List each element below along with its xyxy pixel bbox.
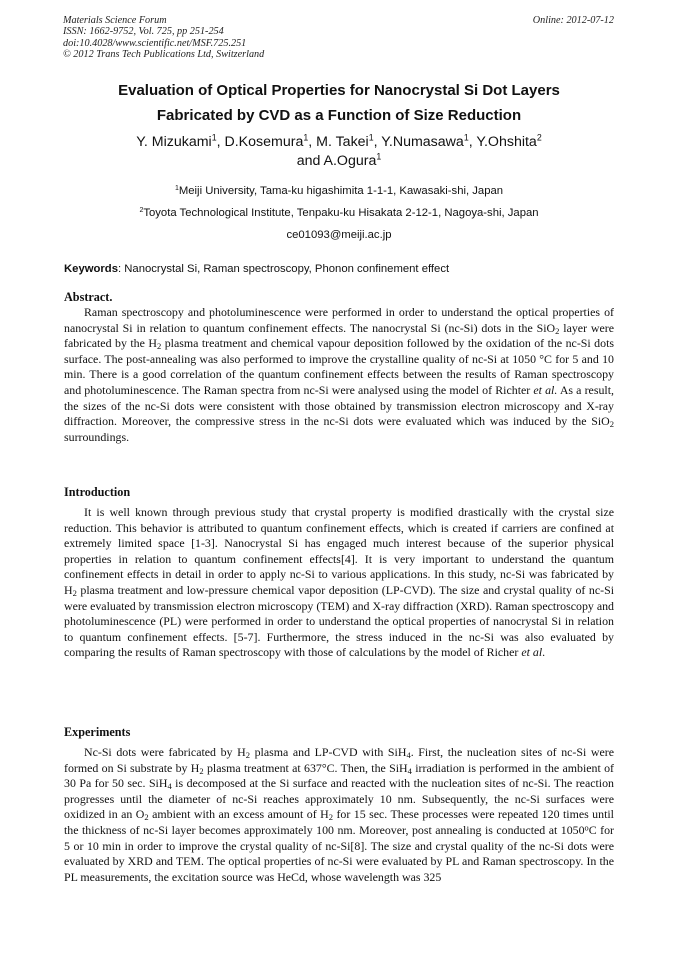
journal-header	[63, 15, 264, 61]
online-date: Online: 2012-07-12	[532, 15, 614, 26]
text-run: is decomposed at the Si surface and reacted with the nucleation sites of nc-Si. The reaction progresses until the diameter of nc-Si reaches approximately 10 nm. Subsequently, the nc-Si surfaces were oxidized in an O	[64, 776, 615, 822]
paper-title	[60, 78, 618, 128]
text-run: plasma treatment at 637°C. Then, the SiH	[203, 760, 408, 775]
text-run: C for 5 or 10 min in order to improve the crystal quality of nc-Si[8]. The size and crystal quality of the nc-Si dots were evaluated by XRD and TEM. The optical properties of nc-Si were evaluated by PL and Raman spectroscopy. In the PL measurements, the excitation source was HeCd, whose wavelength was 325	[64, 822, 614, 884]
copyright: © 2012 Trans Tech Publications Ltd, Switzerland	[63, 49, 265, 61]
affiliation-number: 2	[139, 206, 144, 214]
text-run: .	[542, 645, 546, 660]
author-affiliation-mark: 1	[303, 132, 309, 143]
contact-email: ce01093@meiji.ac.jp	[286, 229, 392, 241]
keywords	[64, 262, 616, 276]
subscript: 4	[167, 781, 172, 792]
journal-name: Materials Science Forum	[63, 15, 167, 26]
text-run: irradiation is performed in the ambient of 30 Pa for 50 sec. SiH	[64, 760, 614, 791]
abstract-heading: Abstract.	[64, 290, 113, 304]
author-separator: ,	[308, 134, 317, 150]
affiliation-1	[60, 184, 618, 198]
text-run: for 15 sec. These processes were repeated 120 times until the thickness of nc-Si layer becomes approximately 100 nm. Moreover, post annealing is conducted at 1050	[64, 807, 614, 837]
subscript: 2	[609, 419, 614, 430]
author-affiliation-mark: 1	[463, 132, 469, 143]
author-affiliation-mark: 1	[376, 151, 382, 162]
text-run: plasma treatment and chemical vapour deposition followed by the oxidation of the nc-Si dots surface. The post-annealing was also performed to improve the crystalline quality of nc-Si at 1050 °C for 5 and 10 min. There is a good correlation of the quantum confinement effects between the results of Raman spectroscopy and photoluminescence. The Raman spectra from nc-Si were analysed using the model of Richter	[64, 336, 614, 397]
author-affiliation-mark: 2	[536, 132, 542, 143]
abstract-body	[64, 305, 614, 445]
subscript: 4	[406, 749, 411, 760]
keywords-label: Keywords	[64, 263, 118, 275]
affiliation-text: Meiji University, Tama-ku higashimita 1-1-1, Kawasaki-shi, Japan	[178, 185, 504, 197]
subscript: 2	[328, 812, 333, 823]
experiments-heading: Experiments	[64, 725, 131, 739]
author-list	[60, 133, 618, 171]
author-affiliation-mark: 1	[211, 132, 217, 143]
issn: ISSN: 1662-9752, Vol. 725, pp 251-254	[63, 26, 224, 38]
affiliation-number: 1	[174, 184, 179, 192]
text-run: plasma and LP-CVD with SiH	[249, 745, 407, 759]
subscript: 2	[555, 325, 560, 336]
subscript: 2	[72, 587, 77, 598]
italic-text: et al.	[533, 382, 558, 397]
subscript: 2	[199, 765, 204, 776]
affiliation-text: Toyota Technological Institute, Tenpaku-ku Hisakata 2-12-1, Nagoya-shi, Japan	[143, 207, 539, 219]
title-line-1: Evaluation of Optical Properties for Nanocrystal Si Dot Layers	[118, 82, 560, 99]
subscript: 2	[144, 812, 149, 823]
text-run: ambient with an excess amount of H	[148, 807, 329, 822]
text-run: Nc-Si dots were fabricated by H	[84, 745, 246, 759]
keywords-text: : Nanocrystal Si, Raman spectroscopy, Phonon confinement effect	[118, 263, 450, 275]
author: M. Takei	[316, 134, 369, 150]
experiments-body	[64, 745, 614, 885]
author: Y.Ohshita	[476, 134, 537, 150]
text-run: As a result, the sizes of the nc-Si dots were consistent with those obtained by transmission electron microscopy and X-ray diffraction. Moreover, the compressive stress in the nc-Si dots were evaluated which was induced by the SiO	[64, 382, 614, 429]
author: Y.Numasawa	[381, 134, 464, 150]
subscript: 4	[407, 765, 412, 776]
text-run: Raman spectroscopy and photoluminescence were performed in order to understand the optical properties of nanocrystal Si in relation to quantum confinement effects. The nanocrystal Si (nc-Si) dots in the SiO	[64, 305, 614, 335]
author: Y. Mizukami	[136, 134, 212, 150]
text-run: . First, the nucleation sites of nc-Si were formed on Si substrate by H	[64, 745, 615, 775]
text-run: It is well known through previous study that crystal property is modified drastically with the crystal size reduction. This behavior is attributed to quantum confinement effects, which is created if carriers are confined at extremely limited space [1-3]. Nanocrystal Si has engaged much interest because of the superior physical properties in relation to quantum confinement effects[4]. It is very important to understand the quantum confinement effects in detail in order to apply nc-Si to various applications. In this study, nc-Si was fabricated by H	[64, 505, 614, 597]
text-run: plasma treatment and low-pressure chemical vapor deposition (LP-CVD). The size and crystal quality of nc-Si were evaluated by transmission electron microscopy (TEM) and X-ray diffraction (XRD). Raman spectroscopy and photoluminescence (PL) were performed in order to understand the optical properties of nanocrystal Si in relation to quantum confinement effects. [5-7]. Furthermore, the stress induced in the nc-Si was also evaluated by comparing the results of Raman spectroscopy with those of calculations by the model of Richer	[64, 582, 614, 660]
subscript: 2	[156, 341, 162, 352]
text-run: layer were fabricated by the H	[64, 320, 615, 351]
introduction-body	[64, 505, 614, 661]
author-separator: ,	[216, 134, 225, 150]
author: D.Kosemura	[224, 134, 304, 150]
italic-text: et al	[521, 645, 543, 660]
author-affiliation-mark: 1	[368, 132, 374, 143]
title-line-2: Fabricated by CVD as a Function of Size Reduction	[156, 107, 522, 124]
author-separator: ,	[373, 134, 382, 150]
author-separator: ,	[468, 134, 477, 150]
subscript: 2	[245, 749, 250, 760]
introduction-heading: Introduction	[64, 485, 131, 499]
affiliation-2	[60, 206, 618, 220]
superscript: o	[584, 823, 589, 833]
doi: doi:10.4028/www.scientific.net/MSF.725.251	[63, 37, 247, 49]
text-run: surroundings.	[64, 429, 130, 444]
author: and A.Ogura	[296, 153, 377, 169]
